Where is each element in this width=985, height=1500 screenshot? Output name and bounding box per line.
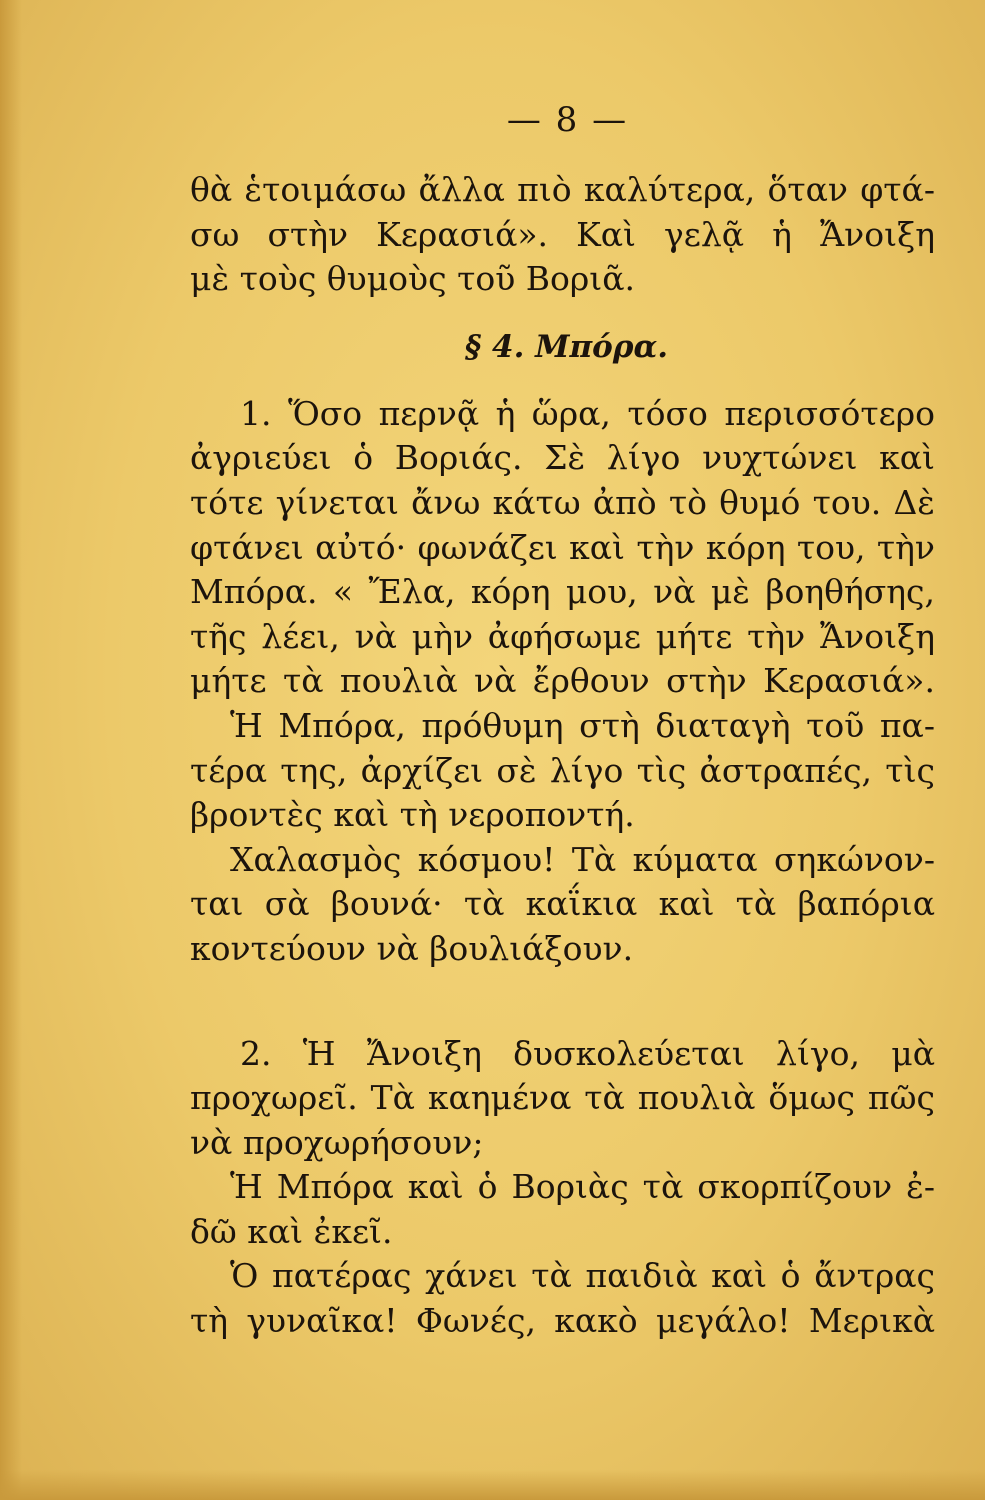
text-line: σω στὴν Κερασιά». Καὶ γελᾷ ἡ Ἄνοιξη: [190, 214, 935, 254]
text-line: ται σὰ βουνά· τὰ καΐκια καὶ τὰ βαπόρια: [190, 884, 935, 924]
text-line: Ἡ Μπόρα, πρόθυμη στὴ διαταγὴ τοῦ πα-: [230, 705, 935, 745]
text-line: ἀγριεύει ὁ Βοριάς. Σὲ λίγο νυχτώνει καὶ: [190, 438, 935, 478]
text-line: φτάνει αὐτό· φωνάζει καὶ τὴν κόρη του, τὴν: [190, 527, 935, 567]
text-line: τότε γίνεται ἄνω κάτω ἀπὸ τὸ θυμό του. Δὲ: [190, 482, 935, 522]
page-text: [190, 168, 935, 1344]
text-line: Χαλασμὸς κόσμου! Τὰ κύματα σηκώνον-: [230, 839, 935, 879]
text-line: μὲ τοὺς θυμοὺς τοῦ Βοριᾶ.: [190, 259, 635, 299]
text-line: νὰ προχωρήσουν;: [190, 1122, 484, 1162]
text-line: τῆς λέει, νὰ μὴν ἀφήσωμε μήτε τὴν Ἄνοιξη: [190, 616, 935, 656]
text-line: Μπόρα. « Ἔλα, κόρη μου, νὰ μὲ βοηθήσης,: [190, 572, 935, 612]
text-line: Ὁ πατέρας χάνει τὰ παιδιὰ καὶ ὁ ἄντρας: [230, 1256, 935, 1296]
section-heading: § 4. Μπόρα.: [465, 328, 669, 365]
text-line: κοντεύουν νὰ βουλιάξουν.: [190, 928, 634, 968]
text-line: τὴ γυναῖκα! Φωνές, κακὸ μεγάλο! Μερικὰ: [190, 1301, 935, 1341]
text-line: βροντὲς καὶ τὴ νεροποντή.: [190, 795, 635, 835]
text-line: 2. Ἡ Ἄνοιξη δυσκολεύεται λίγο, μὰ: [240, 1033, 935, 1073]
text-line: δῶ καὶ ἐκεῖ.: [190, 1211, 393, 1251]
text-line: Ἡ Μπόρα καὶ ὁ Βοριὰς τὰ σκορπίζουν ἐ-: [230, 1167, 935, 1207]
page-number: — 8 —: [506, 100, 629, 140]
text-line: τέρα της, ἀρχίζει σὲ λίγο τὶς ἀστραπές, τὶς: [190, 750, 935, 790]
text-line: θὰ ἑτοιμάσω ἄλλα πιὸ καλύτερα, ὅταν φτά-: [190, 170, 935, 209]
text-line: προχωρεῖ. Τὰ καημένα τὰ πουλιὰ ὅμως πῶς: [190, 1078, 935, 1118]
text-line: 1. Ὅσο περνᾷ ἡ ὥρα, τόσο περισσότερο: [240, 393, 935, 433]
text-line: μήτε τὰ πουλιὰ νὰ ἔρθουν στὴν Κερασιά».: [190, 661, 935, 701]
paragraph-gap: [190, 972, 935, 1032]
